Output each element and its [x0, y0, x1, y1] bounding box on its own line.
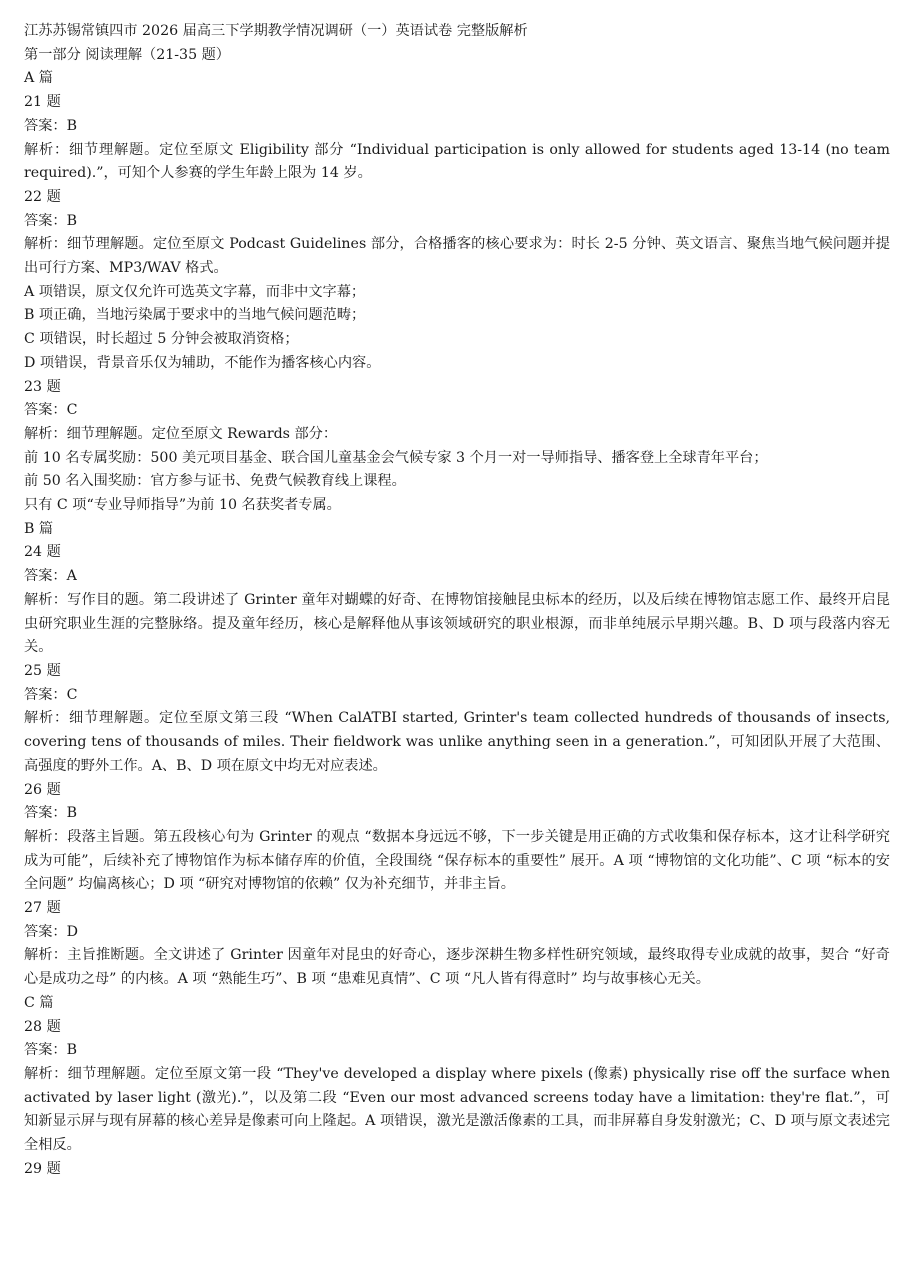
explanation-paragraph: 解析：细节理解题。定位至原文第一段 “They've developed a display where pixels (像素) physically rise off the surface when activated by laser light (激光).”，以及第二段 “Even our most advanced screens today have a limitation: they're flat.”，可知新显示屏与现有屏幕的核心差异是像素可向上隆起。A 项错误，激光是激活像素的工具，而非屏幕自身发射激光；C、D 项与原文表述完全相反。	[24, 1065, 890, 1154]
passage-heading-b: B 篇	[24, 520, 54, 537]
option-analysis: D 项错误，背景音乐仅为辅助，不能作为播客核心内容。	[24, 354, 381, 371]
question-number: 29 题	[24, 1160, 61, 1177]
question-number: 22 题	[24, 188, 61, 205]
question-number: 25 题	[24, 662, 61, 679]
doc-title: 江苏苏锡常镇四市 2026 届高三下学期教学情况调研（一）英语试卷 完整版解析	[24, 23, 528, 39]
explanation-paragraph: 解析：细节理解题。定位至原文 Podcast Guidelines 部分，合格播客的核心要求为：时长 2-5 分钟、英文语言、聚焦当地气候问题并提出可行方案、MP3/WAV 格式。	[24, 236, 890, 277]
explanation-detail: 前 10 名专属奖励：500 美元项目基金、联合国儿童基金会气候专家 3 个月一对一导师指导、播客登上全球青年平台；	[24, 449, 768, 466]
answer-line: 答案：C	[24, 686, 78, 703]
option-analysis: C 项错误，时长超过 5 分钟会被取消资格；	[24, 331, 299, 348]
answer-line: 答案：B	[24, 1042, 77, 1059]
answer-line: 答案：B	[24, 805, 77, 822]
answer-line: 答案：A	[24, 568, 77, 585]
answer-line: 答案：D	[24, 923, 78, 940]
explanation-paragraph: 解析：主旨推断题。全文讲述了 Grinter 因童年对昆虫的好奇心，逐步深耕生物多样性研究领域，最终取得专业成就的故事，契合 “好奇心是成功之母” 的内核。A 项 “熟能生巧”、B 项 “患难见真情”、C 项 “凡人皆有得意时” 均与故事核心无关。	[24, 947, 890, 988]
question-number: 23 题	[24, 378, 61, 395]
option-analysis: B 项正确，当地污染属于要求中的当地气候问题范畴；	[24, 307, 366, 324]
option-analysis: A 项错误，原文仅允许可选英文字幕，而非中文字幕；	[24, 283, 366, 300]
section-heading: 第一部分 阅读理解（21-35 题）	[24, 46, 230, 63]
question-number: 27 题	[24, 900, 61, 917]
question-number: 26 题	[24, 781, 61, 798]
explanation-paragraph: 解析：写作目的题。第二段讲述了 Grinter 童年对蝴蝶的好奇、在博物馆接触昆虫标本的经历，以及后续在博物馆志愿工作、最终开启昆虫研究职业生涯的完整脉络。提及童年经历，核心是解释他从事该领域研究的职业根源，而非单纯展示早期兴趣。B、D 项与段落内容无关。	[24, 591, 890, 656]
explanation-detail: 前 50 名入围奖励：官方参与证书、免费气候教育线上课程。	[24, 473, 406, 490]
question-number: 21 题	[24, 94, 61, 111]
passage-heading-c: C 篇	[24, 994, 54, 1011]
explanation-paragraph: 解析：细节理解题。定位至原文 Eligibility 部分 “Individual participation is only allowed for students aged 13-14 (no team required).”，可知个人参赛的学生年龄上限为 14 岁。	[24, 141, 890, 182]
passage-heading-a: A 篇	[24, 70, 53, 87]
answer-line: 答案：B	[24, 117, 77, 134]
answer-line: 答案：C	[24, 402, 78, 419]
answer-line: 答案：B	[24, 212, 77, 229]
question-number: 28 题	[24, 1018, 61, 1035]
explanation-paragraph: 解析：细节理解题。定位至原文第三段 “When CalATBI started, Grinter's team collected hundreds of thousands of insects, covering tens of thousands of miles. Their fieldwork was unlike anything seen in a generation.”，可知团队开展了大范围、高强度的野外工作。A、B、D 项在原文中均无对应表述。	[24, 710, 890, 774]
explanation-paragraph: 解析：段落主旨题。第五段核心句为 Grinter 的观点 “数据本身远远不够，下一步关键是用正确的方式收集和保存标本，这才让科学研究成为可能”，后续补充了博物馆作为标本储存库的价值，全段围绕 “保存标本的重要性” 展开。A 项 “博物馆的文化功能”、C 项 “标本的安全问题” 均偏离核心；D 项 “研究对博物馆的依赖” 仅为补充细节，并非主旨。	[24, 828, 890, 893]
explanation-detail: 只有 C 项“专业导师指导”为前 10 名获奖者专属。	[24, 497, 341, 514]
question-number: 24 题	[24, 544, 61, 561]
explanation-paragraph: 解析：细节理解题。定位至原文 Rewards 部分：	[24, 425, 338, 442]
